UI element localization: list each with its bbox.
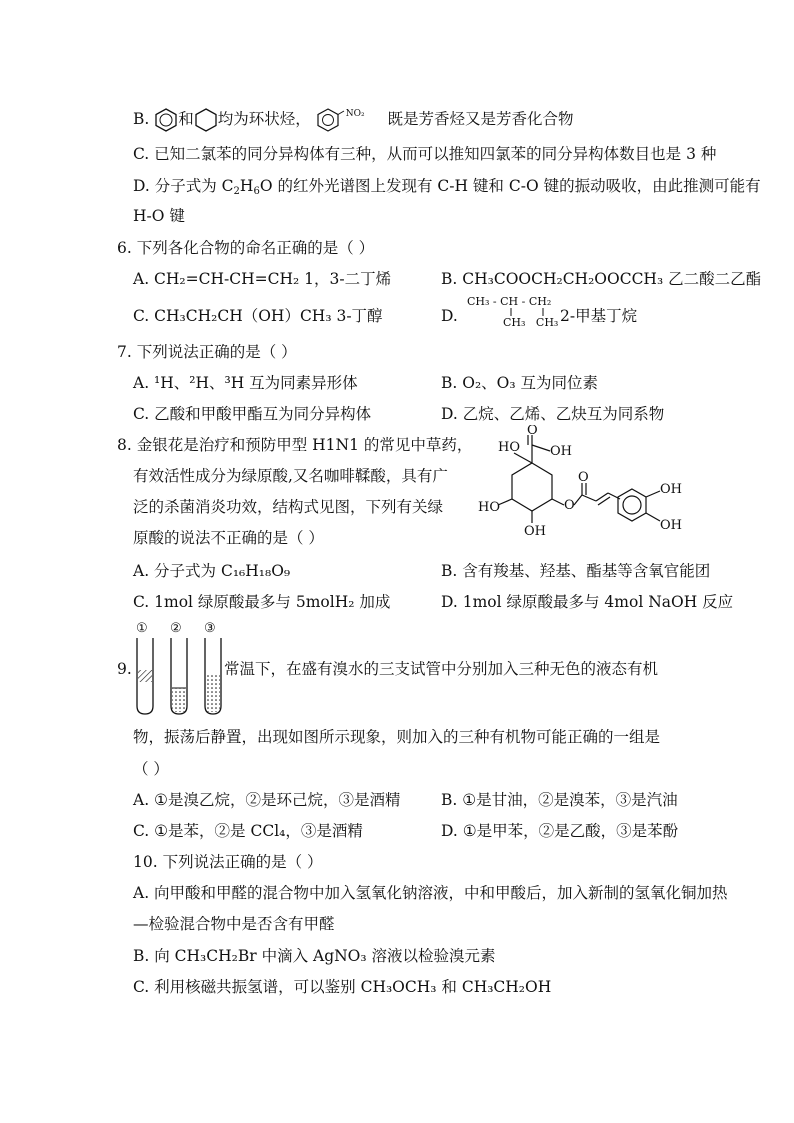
q7-option-b: B. O₂、O₃ 互为同位素 [441, 374, 599, 392]
q6-option-c: C. CH₃CH₂CH（OH）CH₃ 3-丁醇 [133, 307, 383, 325]
q8-option-a: A. 分子式为 C₁₆H₁₈O₉ [133, 562, 291, 580]
tube-label-1: ① [136, 621, 148, 636]
struct-ho-left: HO [478, 500, 500, 515]
q9-option-a: A. ①是溴乙烷，②是环己烷，③是酒精 [133, 791, 401, 809]
q8-stem-2: 有效活性成分为绿原酸,又名咖啡鞣酸，具有广 [133, 467, 448, 485]
q9-stem-3: （ ） [133, 760, 169, 778]
struct-o-carbonyl: O [527, 425, 538, 438]
struct-oh-acid: OH [550, 444, 572, 459]
q10-option-c: C. 利用核磁共振氢谱，可以鉴别 CH₃OCH₃ 和 CH₃CH₂OH [133, 978, 552, 996]
q6-option-d-structure: CH₃ - CH - CH₂ CH₃ CH₃ [467, 295, 559, 329]
tube-label-3: ③ [204, 621, 216, 636]
q5-option-c: C. 已知二氯苯的同分异构体有三种，从而可以推知四氯苯的同分异构体数目也是 3 种 [133, 145, 717, 163]
chlorogenic-acid-structure [470, 425, 690, 545]
q8-option-d: D. 1mol 绿原酸最多与 4mol NaOH 反应 [441, 593, 734, 611]
q9-stem-1: 常温下，在盛有溴水的三支试管中分别加入三种无色的液态有机 [224, 660, 659, 678]
q9-number: 9. [117, 660, 132, 678]
q7-stem: 7. 下列说法正确的是（ ） [117, 343, 297, 361]
q6-stem: 6. 下列各化合物的命名正确的是（ ） [117, 239, 375, 257]
q9-option-d: D. ①是甲苯，②是乙酸，③是苯酚 [441, 822, 679, 840]
q5-option-b: B. 和 均为环状烃， $^{NO_2}$ 既是芳香烃又是芳香化合物 [133, 107, 574, 133]
benzene-ring-icon [154, 108, 178, 132]
q6-option-d-name: 2-甲基丁烷 [560, 307, 638, 325]
q10-option-b: B. 向 CH₃CH₂Br 中滴入 AgNO₃ 溶液以检验溴元素 [133, 947, 496, 965]
tube-3 [205, 638, 221, 714]
struct-o-carbonyl-2: O [578, 470, 589, 485]
cyclohexane-ring-icon [194, 108, 218, 132]
struct-oh-ring-top: OH [660, 482, 682, 497]
q9-option-c: C. ①是苯，②是 CCl₄，③是酒精 [133, 822, 363, 840]
q8-stem-1: 8. 金银花是治疗和预防甲型 H1N1 的常见中草药， [117, 436, 473, 454]
q6-option-b: B. CH₃COOCH₂CH₂OOCCH₃ 乙二酸二乙酯 [441, 270, 762, 288]
q7-option-d: D. 乙烷、乙烯、乙炔互为同系物 [441, 405, 665, 423]
struct-oh-ring-bottom: OH [660, 518, 682, 533]
q7-option-a: A. ¹H、²H、³H 互为同素异形体 [133, 374, 358, 392]
q6-option-d: D. [441, 307, 458, 325]
q8-option-c: C. 1mol 绿原酸最多与 5molH₂ 加成 [133, 593, 391, 611]
tube-1 [137, 638, 153, 714]
q7-option-c: C. 乙酸和甲酸甲酯互为同分异构体 [133, 405, 372, 423]
q10-option-a-cont: —检验混合物中是否含有甲醛 [133, 915, 335, 933]
struct-oh-bottom: OH [524, 524, 546, 539]
q6-option-a: A. CH₂=CH-CH=CH₂ 1，3-二丁烯 [133, 270, 392, 288]
q5-option-d-cont: H-O 键 [133, 207, 185, 225]
q9-stem-2: 物，振荡后静置，出现如图所示现象，则加入的三种有机物可能正确的一组是 [133, 728, 661, 746]
q8-stem-4: 原酸的说法不正确的是（ ） [133, 529, 324, 547]
q9-option-b: B. ①是甘油，②是溴苯，③是汽油 [441, 791, 678, 809]
q8-stem-3: 泛的杀菌消炎功效，结构式见图，下列有关绿 [133, 498, 444, 516]
tube-2 [171, 638, 187, 714]
q10-stem: 10. 下列说法正确的是（ ） [133, 853, 323, 871]
q8-option-b: B. 含有羧基、羟基、酯基等含氧官能团 [441, 562, 711, 580]
q10-option-a: A. 向甲酸和甲醛的混合物中加入氢氧化钠溶液，中和甲酸后，加入新制的氢氧化铜加热 [133, 884, 728, 902]
nitro-group-label: NO₂ [345, 109, 365, 119]
struct-ho-top: HO [498, 440, 520, 455]
test-tubes-figure [130, 618, 225, 718]
struct-o-ester: O [564, 498, 575, 513]
tube-label-2: ② [170, 621, 182, 636]
q5-option-d: D. 分子式为 $C_2H_6O$ 的红外光谱图上发现有 C-H 键和 C-O 键的振动吸收，由此推测可能有 [133, 177, 761, 197]
